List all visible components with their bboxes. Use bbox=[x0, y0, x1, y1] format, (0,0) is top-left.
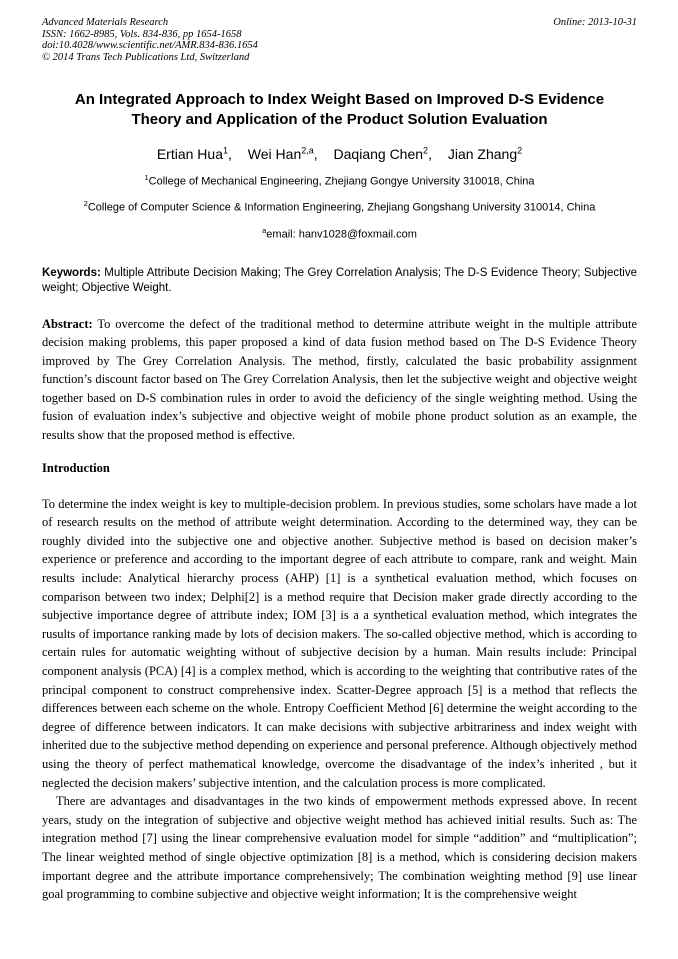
author-separator: , bbox=[428, 146, 432, 163]
paper-title: An Integrated Approach to Index Weight Based on Improved D-S Evidence Theory and Application of the Product Solution Evaluation bbox=[74, 91, 605, 129]
affiliation-marker: 1 bbox=[144, 173, 149, 183]
affiliation-text: College of Mechanical Engineering, Zhejiang Gongye University 310018, China bbox=[148, 175, 535, 188]
affiliation-marker: 2 bbox=[83, 199, 88, 209]
journal-header bbox=[42, 17, 637, 63]
journal-name: Advanced Materials Research bbox=[42, 17, 169, 28]
author-affiliation-marker: 1 bbox=[223, 145, 229, 156]
keywords-text: Multiple Attribute Decision Making; The Grey Correlation Analysis; The D-S Evidence Theory; Subjective weight; Objective Weight. bbox=[42, 266, 637, 294]
keywords-paragraph bbox=[42, 266, 637, 297]
affiliation-2 bbox=[47, 197, 633, 215]
author-affiliation-marker: 2,a bbox=[301, 145, 314, 156]
email-line bbox=[42, 224, 637, 242]
author bbox=[157, 146, 232, 162]
issn-line: ISSN: 1662-8985, Vols. 834-836, pp 1654-1658 bbox=[42, 28, 242, 40]
section-heading-introduction: Introduction bbox=[42, 460, 110, 475]
intro-paragraph-1: To determine the index weight is key to multiple-decision problem. In previous studies, some scholars have made a lot of research results on the method of attribute weight determination. According to the determined way, they can be roughly divided into the subjective one and objective another. Subjective method is based on decision maker’s experience or preference and according to the important degree of each attribute to compare, rank and weight. Main results include: Analytical hierarchy process (AHP) [1] is a synthetical evaluation method, which focuses on comparison between two index; Delphi[2] is a method require that Decision maker grade directly according to the subjective importance degree of attribute index; IOM [3] is a a synthetical evaluation method, which integrates the rusults of importance ranking made by lots of decision makers. The so-called objective method, which is according to certain rules for automatic weighting without of subjective decision by a human. Main results include: Principal component analysis (PCA) [4] is a complex method, which is according to the weighting that contributive rates of the principal component to construct comprehensive index. Scatter-Degree approach [5] is a method that reflects the differences between each scheme on the whole. Entropy Coefficient Method [6] determine the weight according to the degree of difference between indicators. It can make decisions with subjective arbitrariness and index weight with inherited due to the subjective method depending on experience and personal preference. Although objectively method using the theory of perfect mathematical knowledge, overcome the disadvantage of the index’s inherited , but it neglected the decision makers’ subjective intention, and the calculation process is more complicated. bbox=[42, 496, 637, 790]
author-separator: , bbox=[228, 146, 232, 163]
doi-line: doi:10.4028/www.scientific.net/AMR.834-836.1654 bbox=[42, 40, 258, 52]
keywords-label: Keywords: bbox=[42, 266, 101, 279]
copyright-line: © 2014 Trans Tech Publications Ltd, Switzerland bbox=[42, 51, 250, 63]
author-affiliation-marker: 2 bbox=[517, 145, 523, 156]
intro-paragraph-2: There are advantages and disadvantages in the two kinds of empowerment methods expressed above. In recent years, study on the integration of subjective and objective weight method has achieved initial results. Such as: The integration method [7] using the linear comprehensive evaluation model for simple “addition” and “multiplication”; The linear weighted method of single objective optimization [8] is a method, which is considering decision makers important degree and the attribute importance comprehensively; The combination weighting method [9] use linear goal programming to combine subjective and objective weight information; It is the comprehensive weight bbox=[42, 794, 637, 902]
author-separator: , bbox=[313, 146, 318, 163]
author-affiliation-marker: 2 bbox=[423, 145, 429, 156]
author-list bbox=[42, 142, 637, 163]
affiliation-text: College of Computer Science & Information Engineering, Zhejiang Gongshang University 310014, China bbox=[87, 201, 596, 214]
author bbox=[334, 146, 432, 162]
journal-header-left bbox=[42, 17, 258, 63]
abstract-paragraph bbox=[42, 315, 637, 445]
author-name: Ertian Hua bbox=[156, 146, 223, 163]
author-name: Daqiang Chen bbox=[333, 146, 424, 163]
author-name: Jian Zhang bbox=[447, 146, 518, 163]
author bbox=[448, 146, 522, 162]
abstract-label: Abstract: bbox=[42, 316, 93, 331]
online-date: Online: 2013-10-31 bbox=[553, 17, 637, 28]
author bbox=[248, 146, 318, 162]
author-name: Wei Han bbox=[247, 146, 302, 163]
affiliation-1 bbox=[47, 171, 633, 189]
abstract-text: To overcome the defect of the traditional method to determine attribute weight in the multiple attribute decision making problems, this paper proposed a kind of data fusion method based on The D-S Evidence Theory improved by The Grey Correlation Analysis. The method, firstly, calculated the basic probability assignment function’s discount factor based on The Grey Correlation Analysis, then let the subjective weight and objective weight together based on D-S combination rules in order to avoid the deficiency of the single weighting method. Using the fusion of evaluation index’s subjective and objective weight of mobile phone product solution as an example, the results show that the proposed method is effective. bbox=[42, 316, 637, 443]
email-marker: a bbox=[262, 226, 267, 236]
email-text: email: hanv1028@foxmail.com bbox=[266, 229, 417, 241]
